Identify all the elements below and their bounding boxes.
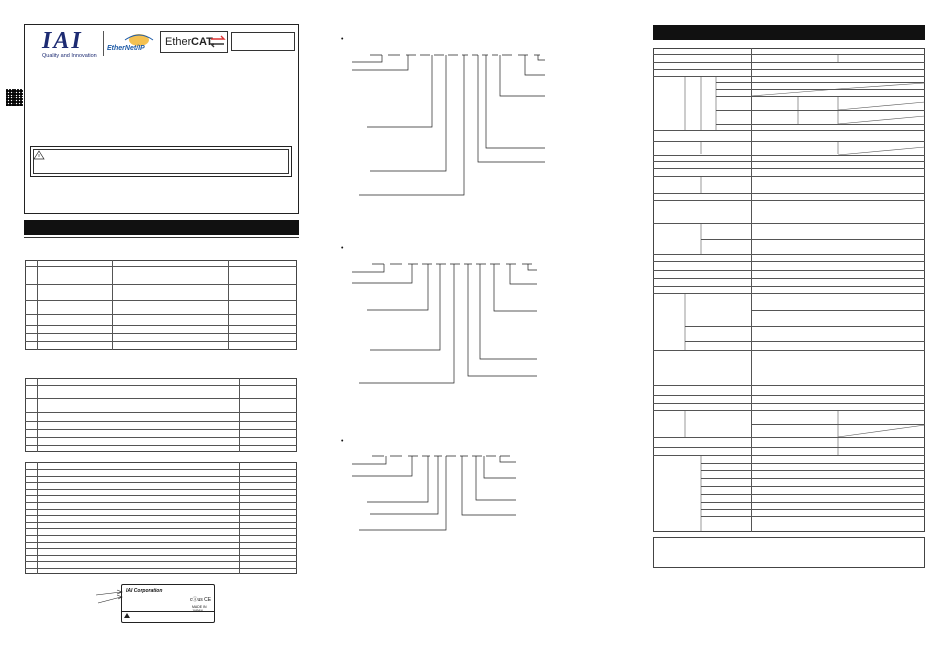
ethercat-text-a: Ether (165, 36, 192, 48)
nameplate-origin: MADE IN JAPAN (192, 605, 207, 613)
nameplate-maker: IAI Corporation (126, 588, 163, 594)
bullet-1: • (341, 36, 344, 43)
brand-name: IAI (42, 28, 83, 54)
bullet-2: • (341, 245, 344, 252)
bullet-3: • (341, 438, 344, 445)
nameplate-marks: cⒶus CE (190, 597, 212, 603)
brand-tagline: Quality and Innovation (42, 53, 97, 59)
spec-note-box (653, 537, 925, 568)
ethercat-text-b: CAT. (191, 36, 215, 48)
ethernet-ip-text: EtherNet/IP (107, 45, 145, 52)
